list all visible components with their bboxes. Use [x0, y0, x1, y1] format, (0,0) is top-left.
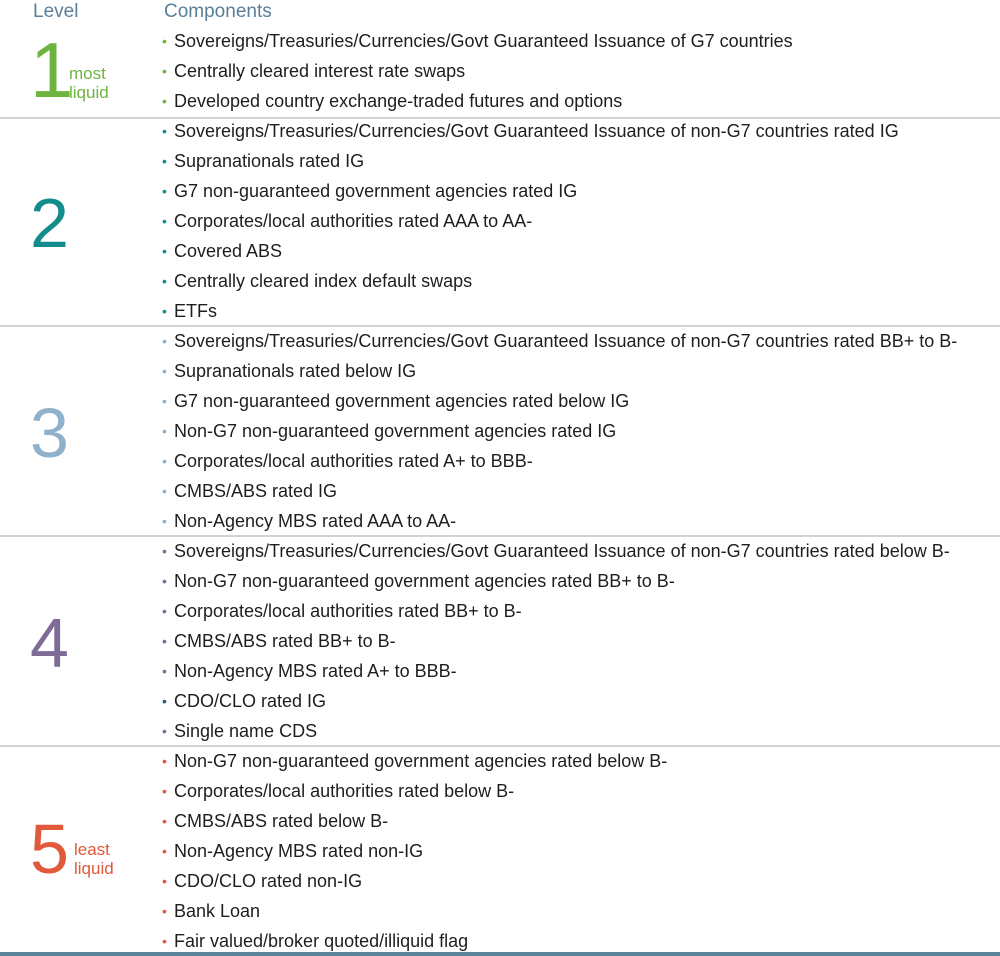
level-5-components: [162, 746, 667, 956]
bullet-icon: •: [162, 183, 167, 199]
component-item: [162, 446, 957, 476]
component-text: Sovereigns/Treasuries/Currencies/Govt Guaranteed Issuance of non-G7 countries rated below B-: [174, 541, 950, 561]
level-5-desc-line2: liquid: [74, 859, 114, 878]
bullet-icon: •: [162, 63, 167, 79]
level-3-section: [0, 326, 1000, 536]
bottom-rule: [0, 952, 1000, 956]
level-3-number: 3: [30, 394, 69, 472]
component-text: Supranationals rated below IG: [174, 361, 417, 381]
table-header: [0, 0, 1000, 24]
level-column-header: Level: [33, 1, 79, 22]
level-5-desc-line1: least: [74, 840, 110, 859]
component-item: [162, 356, 957, 386]
component-item: [162, 26, 793, 56]
component-text: Centrally cleared interest rate swaps: [174, 61, 466, 81]
bullet-icon: •: [162, 303, 167, 319]
bullet-icon: •: [162, 603, 167, 619]
component-text: Non-Agency MBS rated A+ to BBB-: [174, 661, 457, 681]
bullet-icon: •: [162, 843, 167, 859]
bullet-icon: •: [162, 243, 167, 259]
component-item: [162, 746, 667, 776]
component-item: [162, 296, 899, 326]
level-1-number: 1: [30, 26, 74, 114]
bullet-icon: •: [162, 873, 167, 889]
component-text: Developed country exchange-traded futures and options: [174, 91, 623, 111]
component-text: CDO/CLO rated IG: [174, 691, 327, 711]
component-text: CDO/CLO rated non-IG: [174, 871, 363, 891]
component-text: Centrally cleared index default swaps: [174, 271, 473, 291]
bullet-icon: •: [162, 273, 167, 289]
component-text: Sovereigns/Treasuries/Currencies/Govt Guaranteed Issuance of non-G7 countries rated BB+ to B-: [174, 331, 958, 351]
bullet-icon: •: [162, 543, 167, 559]
bullet-icon: •: [162, 813, 167, 829]
component-text: Non-Agency MBS rated AAA to AA-: [174, 511, 457, 531]
level-1-desc-line1: most: [69, 64, 106, 83]
component-text: Corporates/local authorities rated A+ to BBB-: [174, 451, 533, 471]
component-text: Sovereigns/Treasuries/Currencies/Govt Guaranteed Issuance of non-G7 countries rated IG: [174, 121, 899, 141]
component-text: Corporates/local authorities rated AAA to AA-: [174, 211, 533, 231]
bullet-icon: •: [162, 363, 167, 379]
bullet-icon: •: [162, 93, 167, 109]
bullet-icon: •: [162, 903, 167, 919]
component-text: G7 non-guaranteed government agencies rated below IG: [174, 391, 630, 411]
component-text: Sovereigns/Treasuries/Currencies/Govt Guaranteed Issuance of G7 countries: [174, 31, 793, 51]
level-1-desc-line2: liquid: [69, 83, 109, 102]
component-text: CMBS/ABS rated BB+ to B-: [174, 631, 396, 651]
bullet-icon: •: [162, 783, 167, 799]
component-item: [162, 56, 793, 86]
component-item: [162, 326, 957, 356]
bullet-icon: •: [162, 753, 167, 769]
bullet-icon: •: [162, 333, 167, 349]
bullet-icon: •: [162, 513, 167, 529]
bullet-icon: •: [162, 663, 167, 679]
component-item: [162, 896, 667, 926]
component-text: G7 non-guaranteed government agencies rated IG: [174, 181, 578, 201]
level-3-components: [162, 326, 957, 536]
level-1-description: [69, 64, 109, 102]
component-text: Corporates/local authorities rated BB+ to B-: [174, 601, 522, 621]
level-2-number: 2: [30, 184, 69, 262]
component-item: [162, 266, 899, 296]
bullet-icon: •: [162, 33, 167, 49]
component-text: Corporates/local authorities rated below B-: [174, 781, 515, 801]
bullet-icon: •: [162, 423, 167, 439]
component-text: Supranationals rated IG: [174, 151, 365, 171]
bullet-icon: •: [162, 723, 167, 739]
component-text: Fair valued/broker quoted/illiquid flag: [174, 931, 469, 951]
level-2-section: [0, 116, 1000, 326]
component-text: Non-Agency MBS rated non-IG: [174, 841, 424, 861]
bullet-icon: •: [162, 933, 167, 949]
component-item: [162, 716, 950, 746]
component-item: [162, 236, 899, 266]
component-item: [162, 806, 667, 836]
level-4-number: 4: [30, 604, 69, 682]
bullet-icon: •: [162, 393, 167, 409]
component-item: [162, 506, 957, 536]
level-5-description: [74, 840, 114, 878]
component-item: [162, 686, 950, 716]
bullet-icon: •: [162, 633, 167, 649]
level-4-section: [0, 536, 1000, 746]
component-item: [162, 776, 667, 806]
bullet-icon: •: [162, 453, 167, 469]
level-4-components: [162, 536, 950, 746]
bullet-icon: •: [162, 153, 167, 169]
component-text: CMBS/ABS rated IG: [174, 481, 338, 501]
component-item: [162, 536, 950, 566]
component-item: [162, 476, 957, 506]
component-item: [162, 836, 667, 866]
component-item: [162, 116, 899, 146]
component-item: [162, 146, 899, 176]
level-1-section: [0, 26, 1000, 116]
bullet-icon: •: [162, 573, 167, 589]
bullet-icon: •: [162, 213, 167, 229]
component-text: Non-G7 non-guaranteed government agencies rated IG: [174, 421, 617, 441]
level-1-components: [162, 26, 793, 116]
bullet-icon: •: [162, 483, 167, 499]
component-item: [162, 86, 793, 116]
component-item: [162, 866, 667, 896]
level-5-section: [0, 746, 1000, 952]
component-item: [162, 416, 957, 446]
component-item: [162, 656, 950, 686]
component-item: [162, 386, 957, 416]
component-text: Single name CDS: [174, 721, 318, 741]
component-text: Non-G7 non-guaranteed government agencies rated BB+ to B-: [174, 571, 675, 591]
component-item: [162, 206, 899, 236]
component-item: [162, 176, 899, 206]
level-5-number: 5: [30, 810, 69, 888]
component-text: ETFs: [174, 301, 217, 321]
component-item: [162, 626, 950, 656]
component-item: [162, 566, 950, 596]
component-text: Non-G7 non-guaranteed government agencies rated below B-: [174, 751, 668, 771]
bullet-icon: •: [162, 123, 167, 139]
component-text: CMBS/ABS rated below B-: [174, 811, 389, 831]
level-2-components: [162, 116, 899, 326]
component-text: Covered ABS: [174, 241, 283, 261]
components-column-header: Components: [164, 1, 272, 22]
bullet-icon: •: [162, 693, 167, 709]
component-item: [162, 596, 950, 626]
component-text: Bank Loan: [174, 901, 261, 921]
